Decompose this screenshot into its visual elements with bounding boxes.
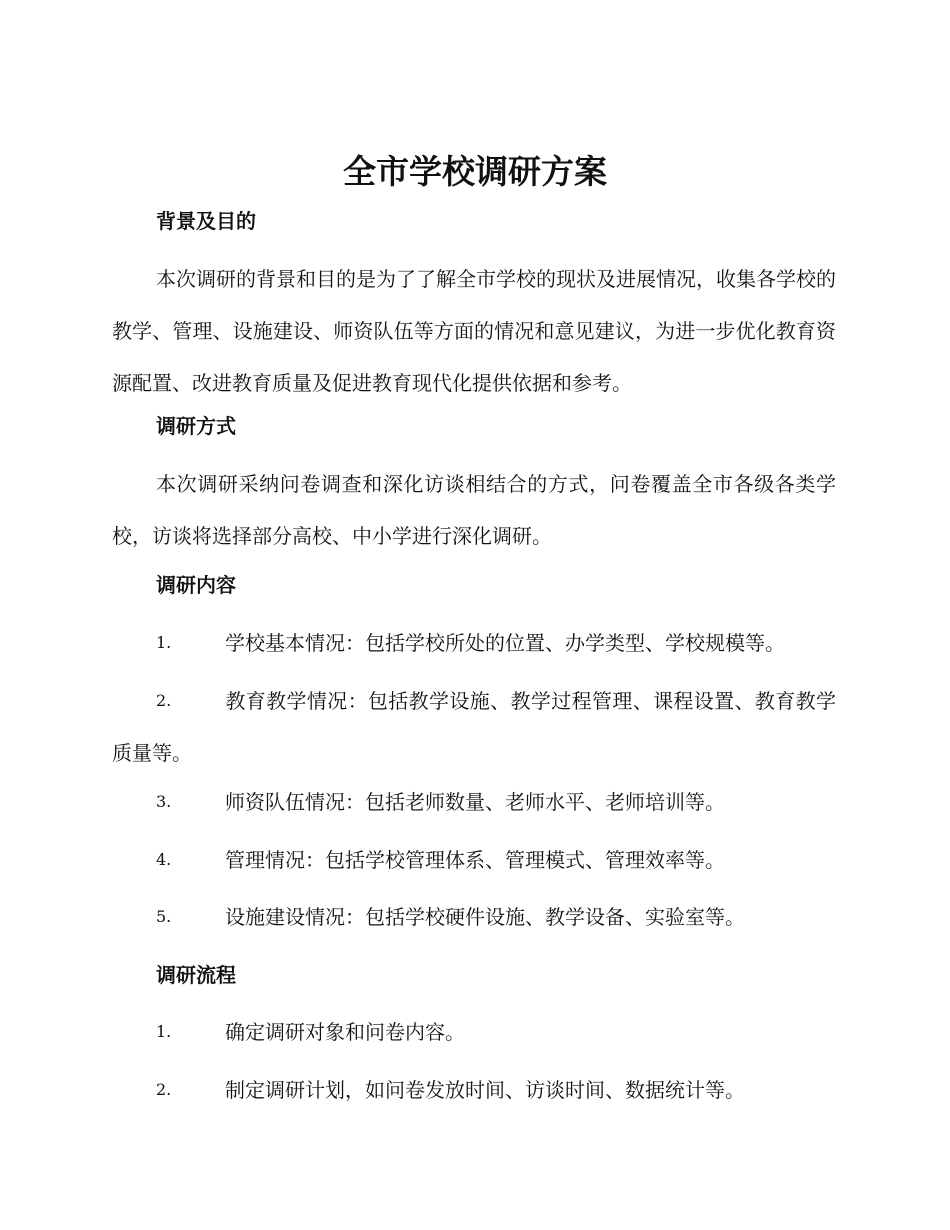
section-heading-content: 调研内容 — [156, 573, 236, 597]
list-text: 师资队伍情况：包括老师数量、老师水平、老师培训等。 — [225, 790, 725, 814]
list-text: 学校基本情况：包括学校所处的位置、办学类型、学校规模等。 — [225, 631, 785, 655]
list-item — [112, 1006, 836, 1058]
paragraph-method: 本次调研采纳问卷调查和深化访谈相结合的方式，问卷覆盖全市各级各类学校，访谈将选择部分高校、中小学进行深化调研。 — [112, 472, 836, 548]
list-item — [112, 617, 836, 669]
list-item — [112, 776, 836, 828]
list-item — [112, 1064, 836, 1116]
list-text: 教育教学情况：包括教学设施、教学过程管理、课程设置、教育教学质量等。 — [112, 689, 836, 765]
list-number: 3. — [156, 792, 172, 811]
list-text: 确定调研对象和问卷内容。 — [225, 1020, 465, 1044]
list-number: 2. — [156, 1080, 172, 1099]
list-number: 4. — [156, 850, 172, 869]
section-heading-background: 背景及目的 — [156, 209, 256, 233]
paragraph-background: 本次调研的背景和目的是为了了解全市学校的现状及进展情况，收集各学校的教学、管理、设施建设、师资队伍等方面的情况和意见建议，为进一步优化教育资源配置、改进教育质量及促进教育现代化提供依据和参考。 — [112, 267, 836, 395]
list-number: 5. — [156, 907, 172, 926]
section-heading-process: 调研流程 — [156, 963, 236, 987]
list-number: 2. — [156, 691, 172, 710]
list-text: 制定调研计划，如问卷发放时间、访谈时间、数据统计等。 — [225, 1078, 745, 1102]
list-number: 1. — [156, 633, 172, 652]
list-item — [112, 891, 836, 943]
list-item — [112, 675, 836, 779]
list-text: 设施建设情况：包括学校硬件设施、教学设备、实验室等。 — [225, 905, 745, 929]
section-heading-method: 调研方式 — [156, 414, 236, 438]
document-title: 全市学校调研方案 — [343, 152, 607, 191]
list-number: 1. — [156, 1022, 172, 1041]
list-text: 管理情况：包括学校管理体系、管理模式、管理效率等。 — [225, 848, 725, 872]
list-item — [112, 834, 836, 886]
